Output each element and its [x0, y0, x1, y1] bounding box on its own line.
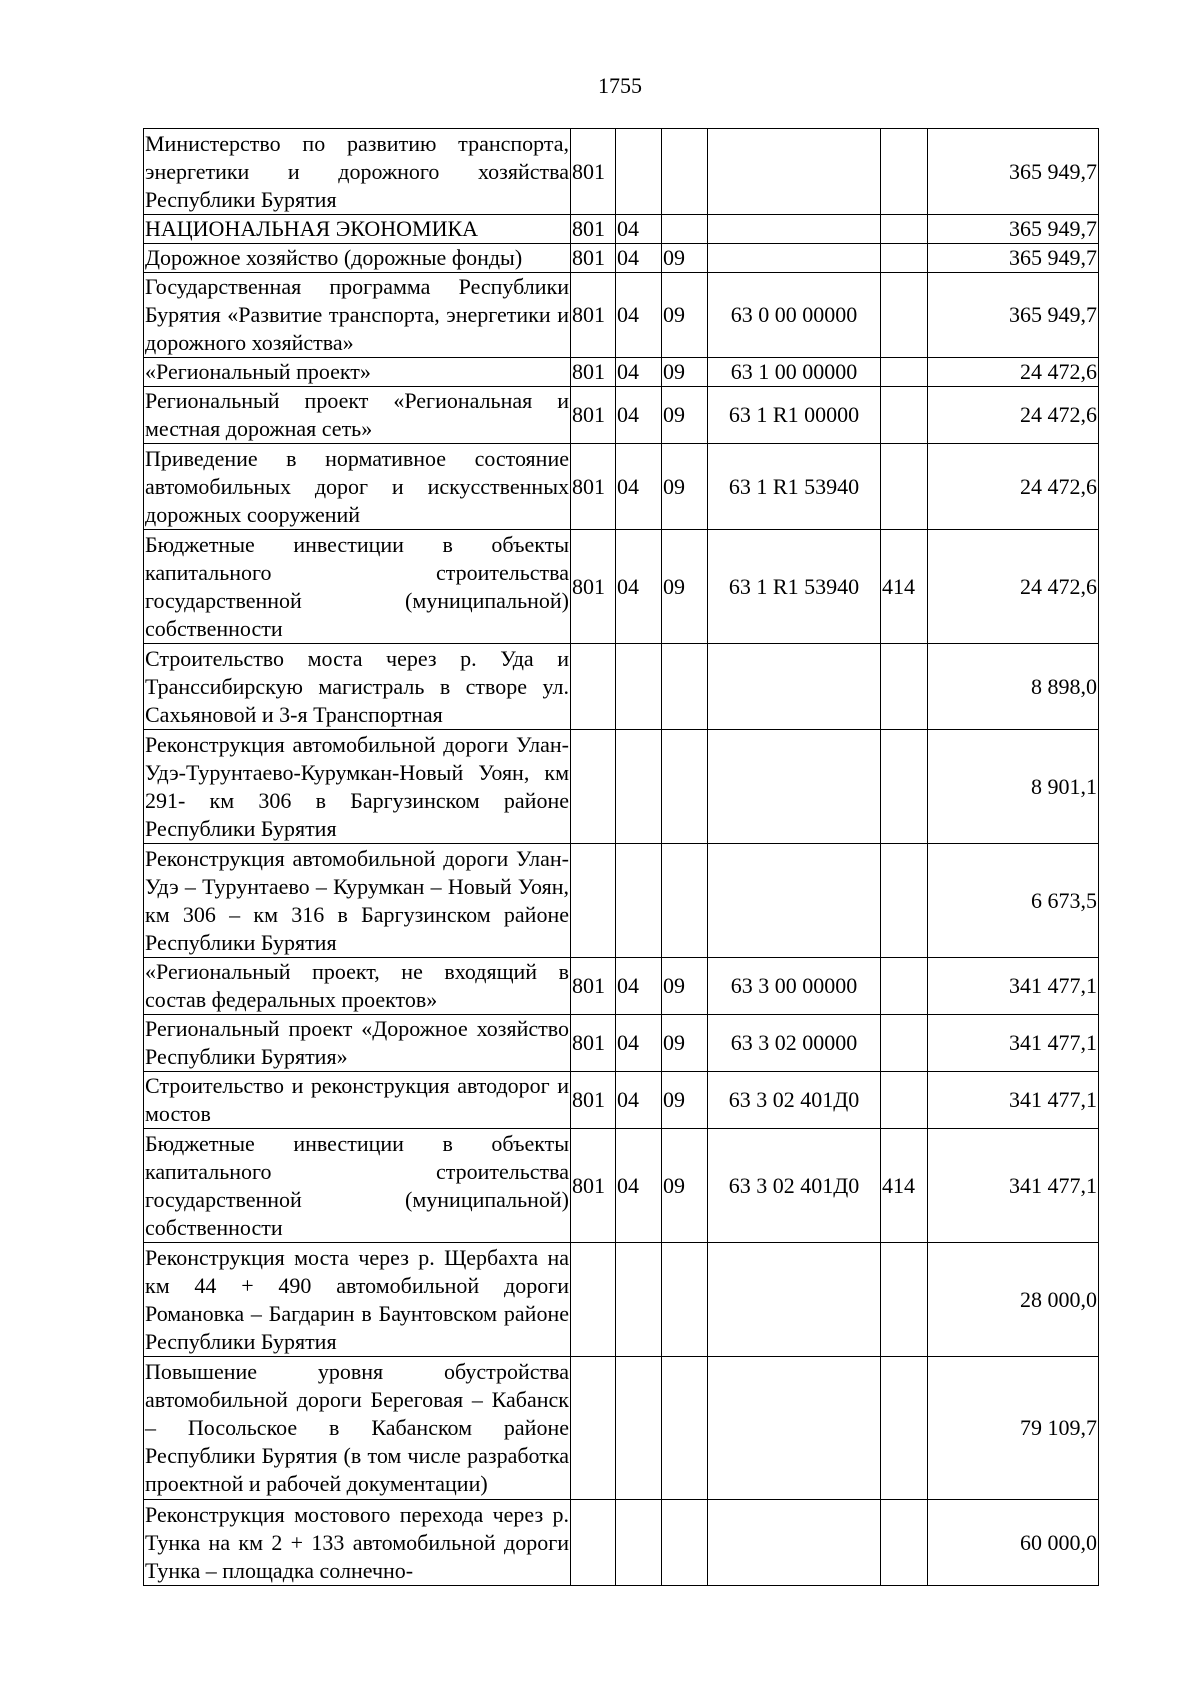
target-article-cell: 63 0 00 00000 [708, 273, 881, 358]
ministry-code-cell: 801 [571, 129, 616, 215]
section-code-cell: 04 [616, 1129, 662, 1243]
item-name-cell: Строительство моста через р. Уда и Транссибирскую магистраль в створе ул. Сахьяновой и 3-я Транспортная [144, 644, 571, 730]
amount-cell: 24 472,6 [928, 387, 1099, 444]
amount-cell: 28 000,0 [928, 1243, 1099, 1357]
target-article-cell: 63 3 02 401Д0 [708, 1072, 881, 1129]
target-article-cell [708, 1243, 881, 1357]
subsection-code-cell [662, 844, 708, 958]
amount-cell: 365 949,7 [928, 129, 1099, 215]
section-code-cell: 04 [616, 1015, 662, 1072]
target-article-cell [708, 844, 881, 958]
target-article-cell [708, 1500, 881, 1586]
expense-type-cell: 414 [881, 1129, 928, 1243]
section-code-cell [616, 1243, 662, 1357]
expense-type-cell [881, 129, 928, 215]
item-name-cell: Государственная программа Республики Бурятия «Развитие транспорта, энергетики и дорожного хозяйства» [144, 273, 571, 358]
amount-cell: 24 472,6 [928, 530, 1099, 644]
expense-type-cell [881, 358, 928, 387]
amount-cell: 341 477,1 [928, 1072, 1099, 1129]
expense-type-cell [881, 244, 928, 273]
item-name-cell: Приведение в нормативное состояние автомобильных дорог и искусственных дорожных сооружений [144, 444, 571, 530]
item-name-cell: Дорожное хозяйство (дорожные фонды) [144, 244, 571, 273]
amount-cell: 24 472,6 [928, 358, 1099, 387]
section-code-cell: 04 [616, 244, 662, 273]
target-article-cell [708, 215, 881, 244]
section-code-cell [616, 730, 662, 844]
ministry-code-cell: 801 [571, 958, 616, 1015]
expense-type-cell [881, 644, 928, 730]
subsection-code-cell: 09 [662, 444, 708, 530]
table-body [144, 129, 1099, 1586]
target-article-cell [708, 644, 881, 730]
section-code-cell: 04 [616, 387, 662, 444]
target-article-cell: 63 3 02 401Д0 [708, 1129, 881, 1243]
table-row [144, 1243, 1099, 1357]
page-number: 1755 [598, 73, 642, 98]
item-name-cell: Строительство и реконструкция автодорог и мостов [144, 1072, 571, 1129]
expense-type-cell [881, 215, 928, 244]
item-name-cell: «Региональный проект, не входящий в состав федеральных проектов» [144, 958, 571, 1015]
subsection-code-cell: 09 [662, 244, 708, 273]
table-row [144, 530, 1099, 644]
subsection-code-cell [662, 1357, 708, 1500]
target-article-cell: 63 1 00 00000 [708, 358, 881, 387]
table-row [144, 958, 1099, 1015]
expense-type-cell [881, 1243, 928, 1357]
table-row [144, 730, 1099, 844]
table-row [144, 129, 1099, 215]
target-article-cell: 63 1 R1 53940 [708, 444, 881, 530]
ministry-code-cell [571, 644, 616, 730]
section-code-cell [616, 129, 662, 215]
section-code-cell [616, 1500, 662, 1586]
table-row [144, 444, 1099, 530]
target-article-cell: 63 1 R1 53940 [708, 530, 881, 644]
ministry-code-cell [571, 730, 616, 844]
table-row [144, 387, 1099, 444]
item-name-cell: Реконструкция мостового перехода через р. Тунка на км 2 + 133 автомобильной дороги Тунка – площадка солнечно- [144, 1500, 571, 1586]
amount-cell: 6 673,5 [928, 844, 1099, 958]
ministry-code-cell [571, 1243, 616, 1357]
expense-type-cell [881, 1015, 928, 1072]
item-name-cell: Региональный проект «Региональная и местная дорожная сеть» [144, 387, 571, 444]
subsection-code-cell [662, 215, 708, 244]
section-code-cell: 04 [616, 958, 662, 1015]
amount-cell: 341 477,1 [928, 1015, 1099, 1072]
amount-cell: 365 949,7 [928, 215, 1099, 244]
section-code-cell [616, 1357, 662, 1500]
item-name-cell: Реконструкция автомобильной дороги Улан-Удэ-Турунтаево-Курумкан-Новый Уоян, км 291- км 306 в Баргузинском районе Республики Бурятия [144, 730, 571, 844]
ministry-code-cell: 801 [571, 1015, 616, 1072]
expense-type-cell [881, 387, 928, 444]
table-row [144, 273, 1099, 358]
section-code-cell: 04 [616, 530, 662, 644]
expense-type-cell [881, 1357, 928, 1500]
amount-cell: 8 898,0 [928, 644, 1099, 730]
item-name-cell: Реконструкция моста через р. Щербахта на км 44 + 490 автомобильной дороги Романовка – Багдарин в Баунтовском районе Республики Бурятия [144, 1243, 571, 1357]
subsection-code-cell: 09 [662, 387, 708, 444]
item-name-cell: Реконструкция автомобильной дороги Улан-Удэ – Турунтаево – Курумкан – Новый Уоян, км 306 – км 316 в Баргузинском районе Республики Бурятия [144, 844, 571, 958]
item-name-cell: Бюджетные инвестиции в объекты капитального строительства государственной (муниципальной) собственности [144, 1129, 571, 1243]
subsection-code-cell: 09 [662, 958, 708, 1015]
amount-cell: 341 477,1 [928, 1129, 1099, 1243]
table-row [144, 644, 1099, 730]
subsection-code-cell: 09 [662, 1015, 708, 1072]
target-article-cell: 63 3 02 00000 [708, 1015, 881, 1072]
subsection-code-cell [662, 1243, 708, 1357]
amount-cell: 365 949,7 [928, 244, 1099, 273]
table-row [144, 844, 1099, 958]
item-name-cell: НАЦИОНАЛЬНАЯ ЭКОНОМИКА [144, 215, 571, 244]
section-code-cell: 04 [616, 215, 662, 244]
section-code-cell: 04 [616, 444, 662, 530]
table-row [144, 358, 1099, 387]
item-name-cell: Министерство по развитию транспорта, энергетики и дорожного хозяйства Республики Бурятия [144, 129, 571, 215]
table-row [144, 1072, 1099, 1129]
section-code-cell [616, 644, 662, 730]
ministry-code-cell: 801 [571, 358, 616, 387]
budget-table [143, 128, 1099, 1586]
expense-type-cell [881, 844, 928, 958]
amount-cell: 365 949,7 [928, 273, 1099, 358]
ministry-code-cell [571, 1500, 616, 1586]
ministry-code-cell: 801 [571, 1129, 616, 1243]
subsection-code-cell [662, 129, 708, 215]
ministry-code-cell: 801 [571, 1072, 616, 1129]
expense-type-cell [881, 273, 928, 358]
target-article-cell: 63 3 00 00000 [708, 958, 881, 1015]
table-row [144, 1357, 1099, 1500]
target-article-cell [708, 1357, 881, 1500]
section-code-cell [616, 844, 662, 958]
item-name-cell: Повышение уровня обустройства автомобильной дороги Береговая – Кабанск – Посольское в Кабанском районе Республики Бурятия (в том числе разработка проектной и рабочей документации) [144, 1357, 571, 1500]
ministry-code-cell [571, 844, 616, 958]
table-row [144, 1500, 1099, 1586]
subsection-code-cell [662, 730, 708, 844]
amount-cell: 341 477,1 [928, 958, 1099, 1015]
expense-type-cell [881, 958, 928, 1015]
ministry-code-cell: 801 [571, 273, 616, 358]
target-article-cell: 63 1 R1 00000 [708, 387, 881, 444]
amount-cell: 8 901,1 [928, 730, 1099, 844]
subsection-code-cell: 09 [662, 358, 708, 387]
target-article-cell [708, 129, 881, 215]
ministry-code-cell: 801 [571, 215, 616, 244]
table-row [144, 1129, 1099, 1243]
subsection-code-cell: 09 [662, 1129, 708, 1243]
item-name-cell: Региональный проект «Дорожное хозяйство Республики Бурятия» [144, 1015, 571, 1072]
table-row [144, 244, 1099, 273]
expense-type-cell [881, 444, 928, 530]
amount-cell: 24 472,6 [928, 444, 1099, 530]
ministry-code-cell: 801 [571, 244, 616, 273]
table-row [144, 215, 1099, 244]
table-row [144, 1015, 1099, 1072]
amount-cell: 79 109,7 [928, 1357, 1099, 1500]
expense-type-cell: 414 [881, 530, 928, 644]
section-code-cell: 04 [616, 273, 662, 358]
subsection-code-cell: 09 [662, 273, 708, 358]
target-article-cell [708, 244, 881, 273]
ministry-code-cell: 801 [571, 530, 616, 644]
subsection-code-cell: 09 [662, 530, 708, 644]
ministry-code-cell: 801 [571, 444, 616, 530]
subsection-code-cell: 09 [662, 1072, 708, 1129]
section-code-cell: 04 [616, 1072, 662, 1129]
item-name-cell: Бюджетные инвестиции в объекты капитального строительства государственной (муниципальной) собственности [144, 530, 571, 644]
expense-type-cell [881, 730, 928, 844]
ministry-code-cell [571, 1357, 616, 1500]
ministry-code-cell: 801 [571, 387, 616, 444]
target-article-cell [708, 730, 881, 844]
section-code-cell: 04 [616, 358, 662, 387]
item-name-cell: «Региональный проект» [144, 358, 571, 387]
subsection-code-cell [662, 1500, 708, 1586]
expense-type-cell [881, 1072, 928, 1129]
expense-type-cell [881, 1500, 928, 1586]
subsection-code-cell [662, 644, 708, 730]
amount-cell: 60 000,0 [928, 1500, 1099, 1586]
